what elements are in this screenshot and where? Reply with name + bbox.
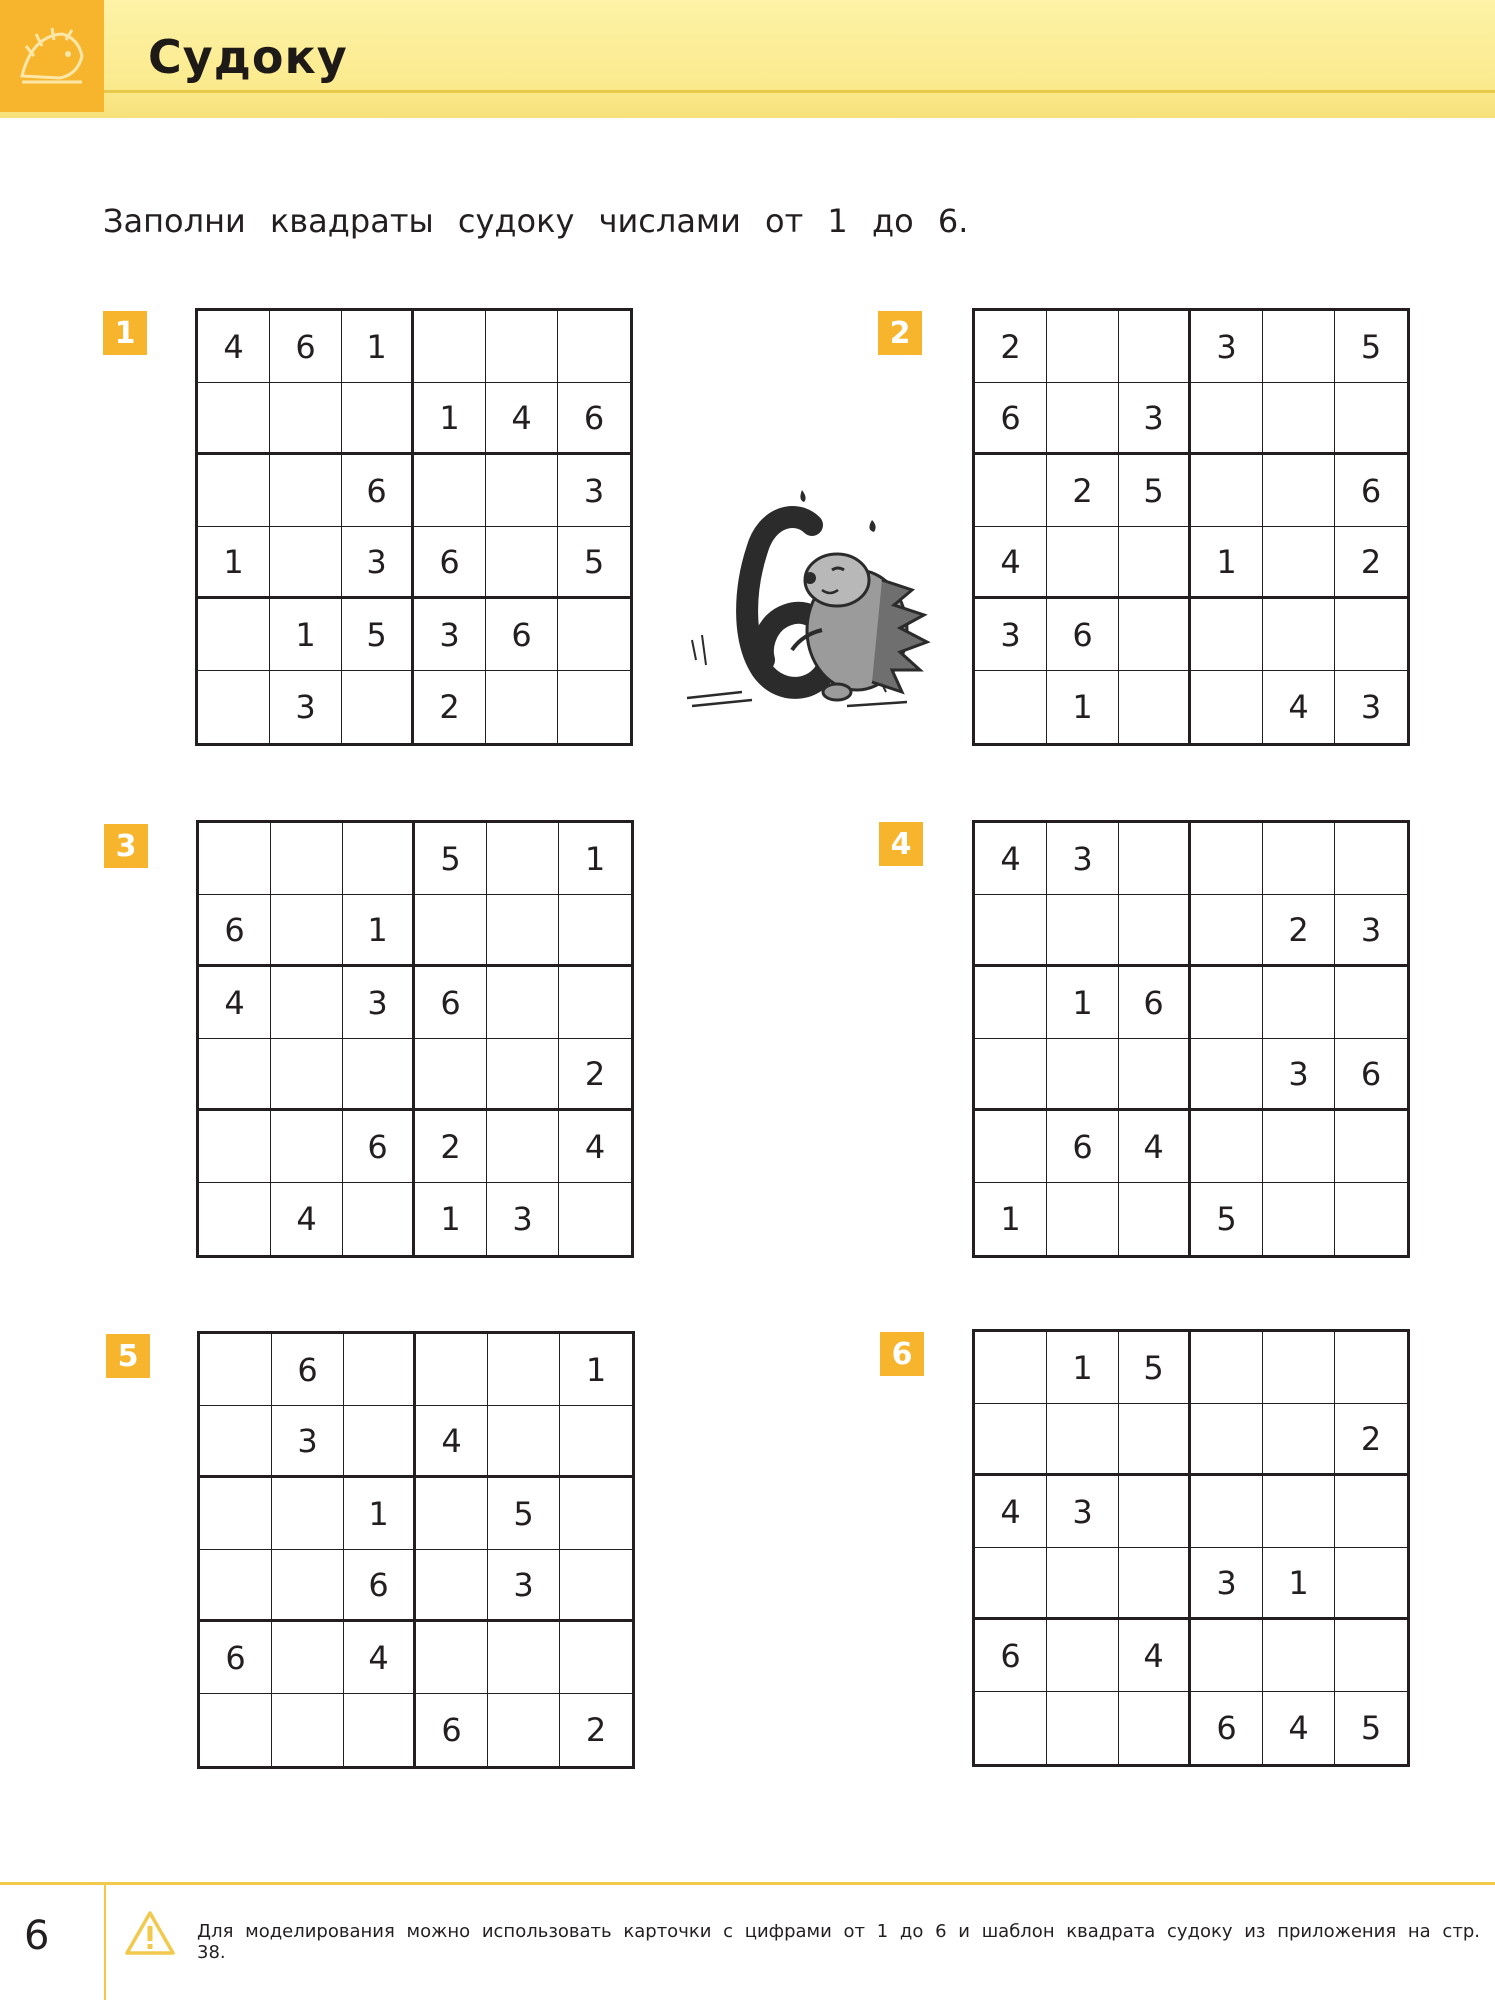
sudoku-cell[interactable]: 5	[1119, 1332, 1191, 1404]
sudoku-cell[interactable]	[1119, 599, 1191, 671]
sudoku-cell[interactable]: 2	[1335, 1404, 1407, 1476]
sudoku-cell[interactable]	[272, 1622, 344, 1694]
sudoku-cell[interactable]	[342, 383, 414, 455]
sudoku-cell[interactable]: 1	[559, 823, 631, 895]
page-title: Судоку	[148, 30, 348, 84]
sudoku-cell[interactable]	[1335, 1111, 1407, 1183]
sudoku-cell[interactable]	[558, 311, 630, 383]
sudoku-cell[interactable]	[975, 1692, 1047, 1764]
sudoku-cell[interactable]: 3	[272, 1406, 344, 1478]
sudoku-cell[interactable]: 4	[416, 1406, 488, 1478]
sudoku-cell[interactable]	[1191, 895, 1263, 967]
sudoku-cell[interactable]: 1	[1191, 527, 1263, 599]
sudoku-cell[interactable]: 1	[1047, 1332, 1119, 1404]
sudoku-cell[interactable]: 1	[270, 599, 342, 671]
sudoku-cell[interactable]	[1263, 1476, 1335, 1548]
sudoku-cell[interactable]	[1191, 671, 1263, 743]
sudoku-cell[interactable]	[200, 1406, 272, 1478]
sudoku-cell[interactable]	[200, 1334, 272, 1406]
sudoku-cell[interactable]	[416, 1334, 488, 1406]
sudoku-cell[interactable]	[198, 599, 270, 671]
sudoku-grid	[195, 308, 633, 746]
sudoku-cell[interactable]	[199, 1039, 271, 1111]
sudoku-cell[interactable]	[975, 1404, 1047, 1476]
sudoku-cell[interactable]	[1191, 1332, 1263, 1404]
sudoku-cell[interactable]	[1047, 383, 1119, 455]
sudoku-cell[interactable]: 6	[343, 1111, 415, 1183]
sudoku-cell[interactable]	[486, 455, 558, 527]
sudoku-cell[interactable]: 3	[488, 1550, 560, 1622]
sudoku-cell[interactable]: 3	[975, 599, 1047, 671]
sudoku-cell[interactable]	[487, 1039, 559, 1111]
sudoku-cell[interactable]	[1047, 1548, 1119, 1620]
sudoku-cell[interactable]	[560, 1550, 632, 1622]
sudoku-cell[interactable]	[1119, 527, 1191, 599]
sudoku-cell[interactable]	[272, 1550, 344, 1622]
puzzle-number-badge: 4	[879, 822, 923, 866]
sudoku-cell[interactable]: 2	[414, 671, 486, 743]
sudoku-cell[interactable]: 5	[1360, 1709, 1382, 1747]
sudoku-cell[interactable]	[560, 1478, 632, 1550]
sudoku-cell[interactable]: 3	[1047, 1476, 1119, 1548]
sudoku-cell[interactable]	[1047, 1692, 1119, 1764]
sudoku-cell[interactable]	[559, 967, 631, 1039]
sudoku-cell[interactable]	[1047, 311, 1119, 383]
sudoku-cell[interactable]: 4	[1263, 1692, 1335, 1764]
sudoku-cell[interactable]	[1047, 1404, 1119, 1476]
sudoku-cell[interactable]: 2	[559, 1039, 631, 1111]
sudoku-cell[interactable]	[1191, 1476, 1263, 1548]
sudoku-cell[interactable]	[1263, 383, 1335, 455]
puzzle-number-badge: 3	[104, 824, 148, 868]
puzzle-number-badge: 2	[878, 311, 922, 355]
sudoku-cell[interactable]	[1335, 383, 1407, 455]
footer-line	[0, 1882, 1495, 1885]
sudoku-cell[interactable]	[271, 1039, 343, 1111]
puzzle-number-badge: 6	[880, 1332, 924, 1376]
sudoku-cell[interactable]	[414, 311, 486, 383]
sudoku-cell[interactable]: 6	[1047, 599, 1119, 671]
sudoku-cell[interactable]: 2	[1335, 527, 1407, 599]
sudoku-cell[interactable]: 3	[558, 455, 630, 527]
sudoku-cell[interactable]	[1335, 823, 1407, 895]
sudoku-cell[interactable]	[1191, 383, 1263, 455]
sudoku-cell[interactable]	[488, 1406, 560, 1478]
sudoku-cell[interactable]	[1191, 823, 1263, 895]
sudoku-cell[interactable]: 1	[343, 895, 415, 967]
sudoku-cell[interactable]: 4	[1263, 671, 1335, 743]
sudoku-cell[interactable]: 6	[1335, 455, 1407, 527]
sudoku-cell[interactable]	[343, 823, 415, 895]
sudoku-cell[interactable]: 4	[271, 1183, 343, 1255]
sudoku-cell[interactable]	[270, 455, 342, 527]
sudoku-cell[interactable]: 6	[272, 1334, 344, 1406]
sudoku-cell[interactable]: 4	[975, 823, 1047, 895]
sudoku-cell[interactable]	[1335, 1548, 1407, 1620]
sudoku-cell[interactable]	[975, 1039, 1047, 1111]
sudoku-cell[interactable]: 4	[1119, 1111, 1191, 1183]
sudoku-cell[interactable]: 6	[342, 455, 414, 527]
sudoku-cell[interactable]: 5	[415, 823, 487, 895]
sudoku-cell[interactable]	[487, 895, 559, 967]
sudoku-cell[interactable]	[1119, 1039, 1191, 1111]
sudoku-grid	[972, 308, 1410, 746]
sudoku-cell[interactable]	[1263, 823, 1335, 895]
sudoku-cell[interactable]	[1047, 527, 1119, 599]
sudoku-cell[interactable]	[1263, 455, 1335, 527]
sudoku-cell[interactable]	[342, 671, 414, 743]
sudoku-cell[interactable]	[200, 1550, 272, 1622]
sudoku-cell[interactable]: 6	[344, 1550, 416, 1622]
sudoku-cell[interactable]: 3	[270, 671, 342, 743]
sudoku-cell[interactable]	[560, 1406, 632, 1478]
sudoku-cell[interactable]: 6	[199, 895, 271, 967]
sudoku-cell[interactable]	[1263, 311, 1335, 383]
sudoku-cell[interactable]: 4	[344, 1622, 416, 1694]
sudoku-cell[interactable]: 2	[1047, 455, 1119, 527]
sudoku-cell[interactable]: 6	[1047, 1111, 1119, 1183]
sudoku-cell[interactable]: 4	[559, 1111, 631, 1183]
sudoku-cell[interactable]	[975, 1332, 1047, 1404]
sudoku-cell[interactable]: 5	[342, 599, 414, 671]
sudoku-cell[interactable]	[560, 1622, 632, 1694]
sudoku-cell[interactable]: 3	[1360, 688, 1382, 726]
sudoku-cell[interactable]	[487, 823, 559, 895]
sudoku-cell[interactable]	[344, 1694, 416, 1766]
sudoku-cell[interactable]	[1335, 1476, 1407, 1548]
sudoku-cell[interactable]: 5	[1191, 1183, 1263, 1255]
sudoku-cell[interactable]	[1119, 1548, 1191, 1620]
sudoku-cell[interactable]: 5	[1119, 455, 1191, 527]
sudoku-cell[interactable]	[1263, 967, 1335, 1039]
sudoku-cell[interactable]	[200, 1478, 272, 1550]
sudoku-cell[interactable]	[487, 967, 559, 1039]
sudoku-cell[interactable]	[486, 671, 558, 743]
sudoku-cell[interactable]: 6	[1335, 1039, 1407, 1111]
sudoku-cell[interactable]	[271, 895, 343, 967]
sudoku-cell[interactable]: 3	[1191, 311, 1263, 383]
sudoku-cell[interactable]: 2	[585, 1711, 607, 1749]
sudoku-cell[interactable]: 6	[415, 967, 487, 1039]
sudoku-cell[interactable]	[1335, 1332, 1407, 1404]
sudoku-cell[interactable]	[271, 823, 343, 895]
sudoku-cell[interactable]: 4	[975, 1476, 1047, 1548]
sudoku-cell[interactable]	[272, 1694, 344, 1766]
sudoku-cell[interactable]	[1047, 895, 1119, 967]
sudoku-cell[interactable]: 3	[1335, 895, 1407, 967]
sudoku-cell[interactable]	[416, 1622, 488, 1694]
puzzle-number-badge: 1	[103, 311, 147, 355]
sudoku-cell[interactable]	[1263, 599, 1335, 671]
sudoku-cell[interactable]	[975, 1548, 1047, 1620]
sudoku-cell[interactable]: 5	[488, 1478, 560, 1550]
header-underline	[104, 90, 1495, 93]
sudoku-cell[interactable]	[1335, 1620, 1407, 1692]
sudoku-cell[interactable]: 6	[1191, 1692, 1263, 1764]
section-tab	[0, 0, 104, 112]
sudoku-cell[interactable]: 1	[414, 383, 486, 455]
sudoku-cell[interactable]	[343, 1183, 415, 1255]
sudoku-cell[interactable]	[1119, 671, 1191, 743]
sudoku-cell[interactable]	[1119, 895, 1191, 967]
sudoku-cell[interactable]	[416, 1550, 488, 1622]
sudoku-cell[interactable]	[558, 671, 630, 743]
sudoku-cell[interactable]	[1119, 1692, 1191, 1764]
sudoku-cell[interactable]	[415, 1039, 487, 1111]
sudoku-cell[interactable]: 1	[1047, 671, 1119, 743]
footer-divider	[104, 1884, 106, 2000]
sudoku-grid	[197, 1331, 635, 1769]
sudoku-cell[interactable]	[1263, 1404, 1335, 1476]
sudoku-cell[interactable]	[199, 1111, 271, 1183]
sudoku-grid	[972, 1329, 1410, 1767]
sudoku-cell[interactable]	[343, 1039, 415, 1111]
sudoku-cell[interactable]: 1	[198, 527, 270, 599]
footnote-text: Для моделирования можно использовать карточки с цифрами от 1 до 6 и шаблон квадрата судоку из приложения на стр. 38.	[197, 1921, 1480, 1963]
sudoku-cell[interactable]: 5	[558, 527, 630, 599]
sudoku-cell[interactable]: 1	[1263, 1548, 1335, 1620]
sudoku-cell[interactable]: 6	[270, 311, 342, 383]
sudoku-cell[interactable]: 6	[558, 383, 630, 455]
sudoku-cell[interactable]: 5	[1335, 311, 1407, 383]
sudoku-cell[interactable]	[198, 455, 270, 527]
sudoku-cell[interactable]	[1191, 967, 1263, 1039]
sudoku-cell[interactable]	[1191, 1404, 1263, 1476]
sudoku-cell[interactable]: 4	[975, 527, 1047, 599]
sudoku-cell[interactable]	[271, 967, 343, 1039]
sudoku-cell[interactable]	[486, 527, 558, 599]
sudoku-grid	[196, 820, 634, 1258]
sudoku-cell[interactable]: 6	[975, 1620, 1047, 1692]
sudoku-cell[interactable]: 1	[1047, 967, 1119, 1039]
sudoku-cell[interactable]	[1263, 1183, 1335, 1255]
sudoku-cell[interactable]	[559, 1183, 631, 1255]
sudoku-cell[interactable]	[270, 527, 342, 599]
sudoku-cell[interactable]	[415, 895, 487, 967]
sudoku-cell[interactable]: 4	[198, 311, 270, 383]
sudoku-cell[interactable]	[1119, 1476, 1191, 1548]
sudoku-cell[interactable]	[199, 1183, 271, 1255]
sudoku-cell[interactable]	[414, 455, 486, 527]
sudoku-cell[interactable]: 1	[975, 1183, 1047, 1255]
sudoku-cell[interactable]	[559, 895, 631, 967]
sudoku-cell[interactable]	[344, 1406, 416, 1478]
sudoku-cell[interactable]	[199, 823, 271, 895]
sudoku-cell[interactable]: 3	[1047, 823, 1119, 895]
sudoku-cell[interactable]: 3	[343, 967, 415, 1039]
sudoku-cell[interactable]	[486, 311, 558, 383]
sudoku-cell[interactable]	[488, 1334, 560, 1406]
sudoku-cell[interactable]	[1119, 823, 1191, 895]
sudoku-cell[interactable]	[344, 1334, 416, 1406]
sudoku-cell[interactable]	[975, 671, 1047, 743]
sudoku-cell[interactable]	[416, 1478, 488, 1550]
sudoku-cell[interactable]: 6	[1119, 967, 1191, 1039]
sudoku-cell[interactable]: 2	[415, 1111, 487, 1183]
sudoku-cell[interactable]: 2	[1263, 895, 1335, 967]
sudoku-cell[interactable]	[270, 383, 342, 455]
sudoku-cell[interactable]: 1	[344, 1478, 416, 1550]
sudoku-cell[interactable]	[488, 1694, 560, 1766]
sudoku-grid	[972, 820, 1410, 1258]
hedgehog-with-six-illustration	[672, 470, 942, 720]
sudoku-cell[interactable]: 1	[342, 311, 414, 383]
sudoku-cell[interactable]: 4	[199, 967, 271, 1039]
sudoku-cell[interactable]: 6	[200, 1622, 272, 1694]
sudoku-cell[interactable]	[487, 1111, 559, 1183]
sudoku-cell[interactable]	[1335, 599, 1407, 671]
sudoku-cell[interactable]	[1335, 1183, 1407, 1255]
sudoku-cell[interactable]	[558, 599, 630, 671]
sudoku-cell[interactable]: 6	[975, 383, 1047, 455]
warning-icon	[124, 1910, 176, 1956]
sudoku-cell[interactable]	[1191, 1111, 1263, 1183]
sudoku-cell[interactable]	[1263, 1620, 1335, 1692]
sudoku-cell[interactable]	[1191, 455, 1263, 527]
sudoku-cell[interactable]	[271, 1111, 343, 1183]
sudoku-cell[interactable]	[198, 383, 270, 455]
sudoku-cell[interactable]: 6	[486, 599, 558, 671]
sudoku-cell[interactable]: 3	[487, 1183, 559, 1255]
sudoku-cell[interactable]: 2	[975, 311, 1047, 383]
puzzle-number-badge: 5	[106, 1334, 150, 1378]
sudoku-cell[interactable]	[1263, 527, 1335, 599]
sudoku-cell[interactable]	[975, 455, 1047, 527]
sudoku-cell[interactable]	[200, 1694, 272, 1766]
sudoku-cell[interactable]	[1047, 1620, 1119, 1692]
sudoku-cell[interactable]	[1263, 1111, 1335, 1183]
sudoku-cell[interactable]	[488, 1622, 560, 1694]
sudoku-cell[interactable]	[1047, 1183, 1119, 1255]
sudoku-cell[interactable]	[198, 671, 270, 743]
sudoku-cell[interactable]: 3	[414, 599, 486, 671]
instruction-text: Заполни квадраты судоку числами от 1 до 6.	[103, 202, 969, 240]
sudoku-cell[interactable]: 3	[1191, 1548, 1263, 1620]
sudoku-cell[interactable]	[1263, 1332, 1335, 1404]
hedgehog-icon	[12, 16, 92, 96]
sudoku-cell[interactable]	[272, 1478, 344, 1550]
sudoku-cell[interactable]: 4	[486, 383, 558, 455]
sudoku-cell[interactable]	[1191, 1039, 1263, 1111]
sudoku-cell[interactable]	[1047, 1039, 1119, 1111]
sudoku-cell[interactable]: 1	[560, 1334, 632, 1406]
sudoku-cell[interactable]: 4	[1119, 1620, 1191, 1692]
page-number: 6	[24, 1913, 50, 1959]
sudoku-cell[interactable]	[975, 967, 1047, 1039]
sudoku-cell[interactable]	[1119, 1183, 1191, 1255]
sudoku-cell[interactable]	[1191, 599, 1263, 671]
sudoku-cell[interactable]: 3	[1263, 1039, 1335, 1111]
sudoku-cell[interactable]	[1191, 1620, 1263, 1692]
sudoku-cell[interactable]	[1335, 967, 1407, 1039]
sudoku-cell[interactable]	[1119, 311, 1191, 383]
sudoku-cell[interactable]	[975, 1111, 1047, 1183]
sudoku-cell[interactable]: 3	[342, 527, 414, 599]
sudoku-cell[interactable]	[1119, 1404, 1191, 1476]
sudoku-cell[interactable]: 3	[1119, 383, 1191, 455]
sudoku-cell[interactable]: 1	[415, 1183, 487, 1255]
sudoku-cell[interactable]	[975, 895, 1047, 967]
sudoku-cell[interactable]: 6	[416, 1694, 488, 1766]
sudoku-cell[interactable]: 6	[414, 527, 486, 599]
